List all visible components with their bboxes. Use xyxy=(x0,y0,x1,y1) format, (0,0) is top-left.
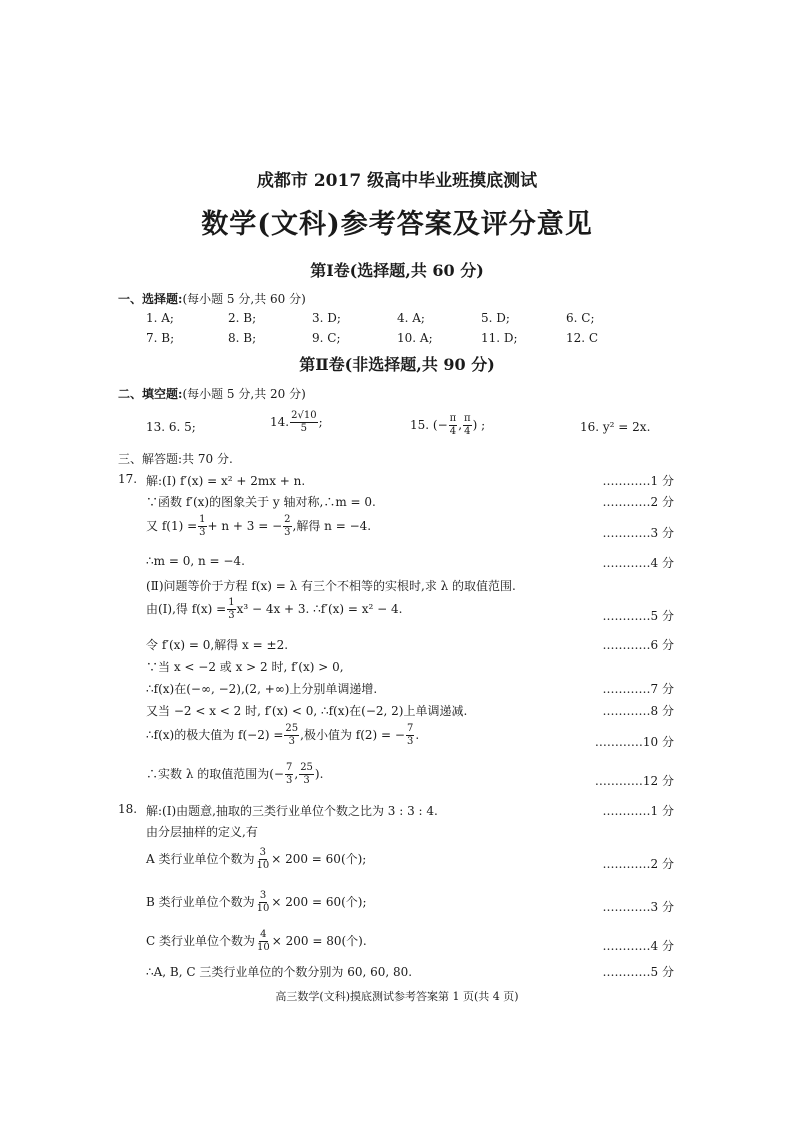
text-segment: × 200 = 60(个); xyxy=(271,852,367,866)
fill-section-header xyxy=(118,385,306,402)
denominator: 3 xyxy=(288,736,295,747)
numerator: 2√10 xyxy=(291,410,317,421)
fraction xyxy=(198,514,206,539)
q18-line xyxy=(146,890,367,915)
denominator: 5 xyxy=(300,423,308,434)
score-mark: …………2 分 xyxy=(602,495,674,509)
question-number-18: 18. xyxy=(118,802,138,816)
fraction xyxy=(227,597,235,622)
denominator: 3 xyxy=(199,527,206,538)
text-segment: ∴实数 λ 的取值范围为(− xyxy=(146,767,284,781)
denominator: 3 xyxy=(228,610,235,621)
text-segment: × 200 = 80(个). xyxy=(271,934,367,948)
solve-section-header: 三、解答题:共 70 分. xyxy=(118,452,233,466)
q17-line: 令 f′(x) = 0,解得 x = ±2. xyxy=(146,638,289,652)
fraction xyxy=(299,762,314,787)
q17-line: ∴m = 0, n = −4. xyxy=(146,554,245,568)
text-segment: ). xyxy=(314,767,324,781)
q18-line: 解:(Ⅰ)由题意,抽取的三类行业单位个数之比为 3 : 3 : 4. xyxy=(146,804,438,818)
numerator: π xyxy=(464,413,471,424)
text-segment: . xyxy=(415,728,420,742)
fill-answer-16: 16. y² = 2x. xyxy=(580,420,651,434)
numerator: 4 xyxy=(260,929,267,940)
numerator: 25 xyxy=(300,762,313,773)
main-title: 数学(文科)参考答案及评分意见 xyxy=(201,209,593,240)
score-mark: …………12 分 xyxy=(594,774,674,788)
answer-suffix: ) ; xyxy=(472,418,486,432)
score-mark: …………5 分 xyxy=(602,965,674,979)
fraction xyxy=(463,413,472,438)
q17-line: 解:(Ⅰ) f′(x) = x² + 2mx + n. xyxy=(146,474,306,488)
mc-answer: 5. D; xyxy=(481,311,510,325)
mc-answer: 4. A; xyxy=(397,311,425,325)
fraction xyxy=(255,847,270,872)
q17-line: 又当 −2 < x < 2 时, f′(x) < 0, ∴f(x)在(−2, 2)上单调递减. xyxy=(146,704,468,718)
mc-answer: 9. C; xyxy=(312,331,341,345)
score-mark: …………3 分 xyxy=(602,900,674,914)
q18-line xyxy=(146,847,366,872)
q17-line: ∴f(x)在(−∞, −2),(2, +∞)上分别单调递增. xyxy=(146,682,378,696)
q18-line: ∴A, B, C 三类行业单位的个数分别为 60, 60, 80. xyxy=(146,965,413,979)
denominator: 4 xyxy=(449,426,457,437)
text-segment: C 类行业单位个数为 xyxy=(146,934,255,948)
mc-section-note: (每小题 5 分,共 60 分) xyxy=(182,292,306,306)
text-segment: + n + 3 = − xyxy=(207,519,283,533)
text-segment: ∴f(x)的极大值为 f(−2) = xyxy=(146,728,284,742)
denominator: 10 xyxy=(256,903,270,914)
answer-number: 15. (− xyxy=(410,418,448,432)
score-mark: …………5 分 xyxy=(602,609,674,623)
text-segment: B 类行业单位个数为 xyxy=(146,895,255,909)
score-mark: …………1 分 xyxy=(602,804,674,818)
denominator: 10 xyxy=(256,860,270,871)
answer-suffix: ; xyxy=(318,415,323,429)
text-segment: ,解得 n = −4. xyxy=(292,519,372,533)
q17-line xyxy=(146,597,403,622)
fill-section-label: 二、填空题: xyxy=(118,387,183,401)
q17-line xyxy=(146,762,323,787)
denominator: 10 xyxy=(257,942,270,953)
text-segment: × 200 = 60(个); xyxy=(271,895,367,909)
numerator: 7 xyxy=(285,762,293,773)
fraction xyxy=(285,762,293,787)
numerator: 3 xyxy=(259,890,267,901)
q18-line xyxy=(146,929,367,954)
q17-line xyxy=(146,514,371,539)
mc-answer: 10. A; xyxy=(397,331,433,345)
answer-number: 14. xyxy=(270,415,290,429)
numerator: 3 xyxy=(259,847,267,858)
fill-answer-14 xyxy=(270,410,323,435)
q17-line: (Ⅱ)问题等价于方程 f(x) = λ 有三个不相等的实根时,求 λ 的取值范围. xyxy=(146,579,516,593)
fraction xyxy=(256,929,271,954)
page-footer: 高三数学(文科)摸底测试参考答案第 1 页(共 4 页) xyxy=(275,990,519,1003)
denominator: 3 xyxy=(285,775,293,786)
denominator: 3 xyxy=(284,527,291,538)
score-mark: …………10 分 xyxy=(594,735,674,749)
q17-line xyxy=(146,723,419,748)
exam-title: 成都市 2017 级高中毕业班摸底测试 xyxy=(256,171,538,191)
mc-answer: 2. B; xyxy=(228,311,257,325)
mc-answer: 1. A; xyxy=(146,311,174,325)
mc-answer: 3. D; xyxy=(312,311,341,325)
text-segment: , xyxy=(294,767,299,781)
numerator: π xyxy=(449,413,457,424)
score-mark: …………8 分 xyxy=(602,704,674,718)
text-segment: 又 f(1) = xyxy=(146,519,198,533)
q17-line: ∵函数 f′(x)的图象关于 y 轴对称,∴m = 0. xyxy=(146,495,376,509)
text-segment: 由(Ⅰ),得 f(x) = xyxy=(146,602,227,616)
denominator: 4 xyxy=(464,426,471,437)
fraction xyxy=(290,410,317,435)
mc-section-header xyxy=(118,290,306,307)
numerator: 1 xyxy=(228,597,235,608)
text-segment: x³ − 4x + 3. ∴f′(x) = x² − 4. xyxy=(236,602,403,616)
score-mark: …………7 分 xyxy=(602,682,674,696)
mc-answer: 11. D; xyxy=(481,331,518,345)
mc-answer: 8. B; xyxy=(228,331,257,345)
fraction xyxy=(406,723,414,748)
score-mark: …………1 分 xyxy=(602,474,674,488)
numerator: 25 xyxy=(285,723,299,734)
q18-line: 由分层抽样的定义,有 xyxy=(146,825,258,839)
denominator: 3 xyxy=(303,775,310,786)
q17-line: ∵当 x < −2 或 x > 2 时, f′(x) > 0, xyxy=(146,660,344,674)
score-mark: …………4 分 xyxy=(602,939,674,953)
text-segment: A 类行业单位个数为 xyxy=(146,852,255,866)
part1-title: 第Ⅰ卷(选择题,共 60 分) xyxy=(310,261,484,280)
score-mark: …………3 分 xyxy=(602,526,674,540)
fraction xyxy=(283,514,291,539)
score-mark: …………6 分 xyxy=(602,638,674,652)
question-number-17: 17. xyxy=(118,472,138,486)
mc-answer: 7. B; xyxy=(146,331,175,345)
score-mark: …………2 分 xyxy=(602,857,674,871)
mc-answer: 6. C; xyxy=(566,311,595,325)
fraction xyxy=(256,890,271,915)
part2-title: 第Ⅱ卷(非选择题,共 90 分) xyxy=(299,355,495,374)
fill-section-note: (每小题 5 分,共 20 分) xyxy=(182,387,306,401)
fraction xyxy=(449,413,458,438)
fill-answer-15 xyxy=(410,413,485,438)
mc-section-label: 一、选择题: xyxy=(118,292,183,306)
separator: , xyxy=(458,418,463,432)
numerator: 2 xyxy=(284,514,291,525)
numerator: 1 xyxy=(199,514,206,525)
mc-answer: 12. C xyxy=(566,331,599,345)
fill-answer-13: 13. 6. 5; xyxy=(146,420,196,434)
text-segment: ,极小值为 f(2) = − xyxy=(300,728,405,742)
denominator: 3 xyxy=(406,736,414,747)
score-mark: …………4 分 xyxy=(602,556,674,570)
numerator: 7 xyxy=(406,723,414,734)
fraction xyxy=(284,723,299,748)
